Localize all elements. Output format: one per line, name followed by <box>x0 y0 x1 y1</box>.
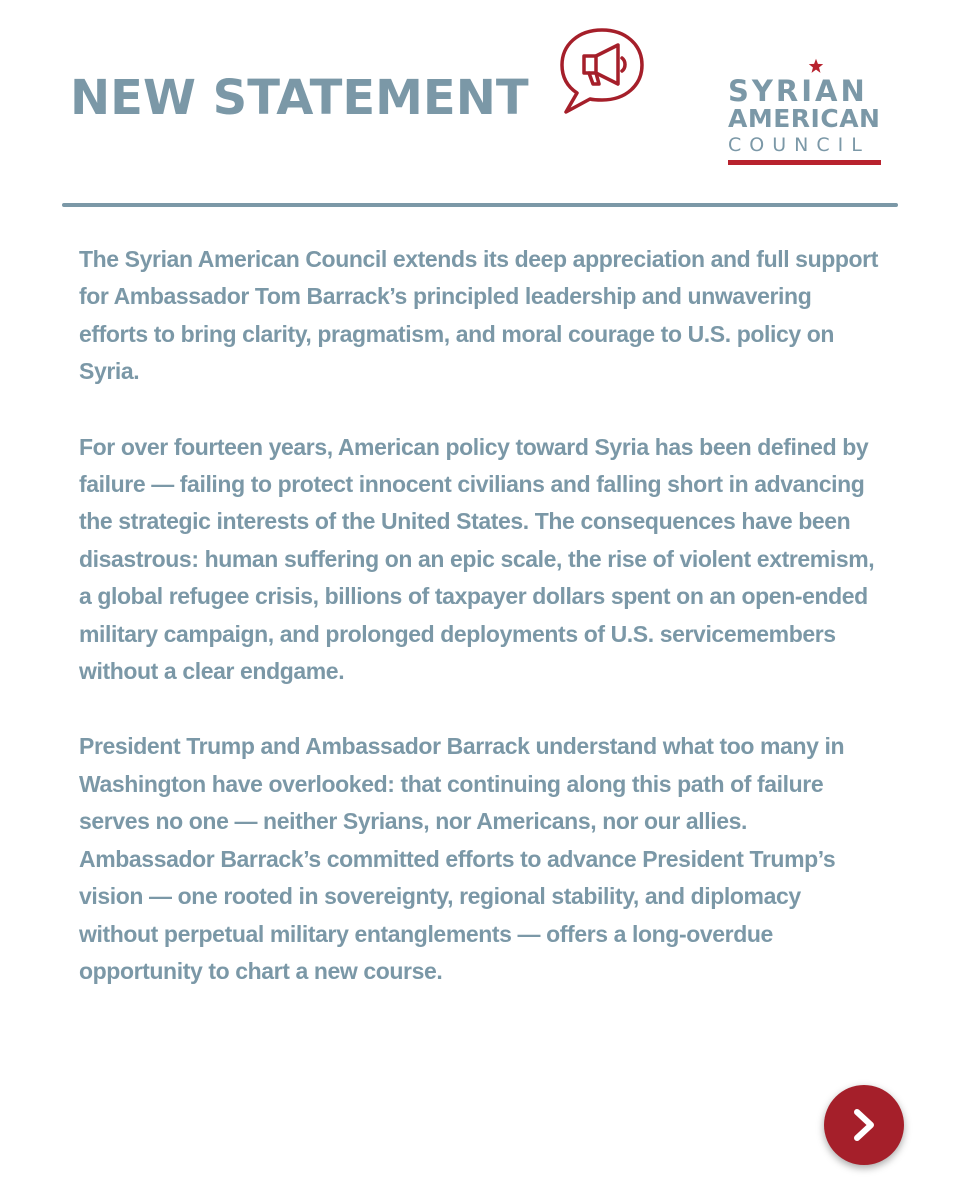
chevron-right-icon <box>848 1107 880 1143</box>
paragraph-3: President Trump and Ambassador Barrack understand what too many in Washington have overlooked: that continuing along this path of failure serves no one — neither Syrians, nor Americans, nor our allies. Ambassador Barrack’s committed efforts to advance President Trump’s vision — one rooted in sovereignty, regional stability, and diplomacy without perpetual military entanglements — offers a long-overdue opportunity to chart a new course. <box>79 733 845 984</box>
logo-line-american: AMERICAN <box>728 104 881 133</box>
logo-line-syrian: SYRIAN <box>728 74 868 108</box>
paragraph-1: The Syrian American Council extends its deep appreciation and full support for Ambassador Tom Barrack’s principled leadership and unwavering efforts to bring clarity, pragmatism, and moral courage to U.S. policy on Syria. <box>79 246 878 385</box>
page-title: NEW STATEMENT <box>70 70 529 126</box>
megaphone-icon <box>556 26 648 114</box>
logo-line-council: COUNCIL <box>728 134 870 156</box>
next-slide-button[interactable] <box>824 1085 904 1165</box>
syrian-american-council-logo <box>722 60 888 172</box>
header-divider <box>62 203 898 207</box>
logo-underline <box>728 160 881 165</box>
statement-body <box>79 241 879 1028</box>
paragraph-2: For over fourteen years, American policy toward Syria has been defined by failure — failing to protect innocent civilians and falling short in advancing the strategic interests of the United States. The consequences have been disastrous: human suffering on an epic scale, the rise of violent extremism, a global refugee crisis, billions of taxpayer dollars spent on an open-ended military campaign, and prolonged deployments of U.S. servicemembers without a clear endgame. <box>79 433 875 685</box>
star-icon <box>808 58 824 74</box>
